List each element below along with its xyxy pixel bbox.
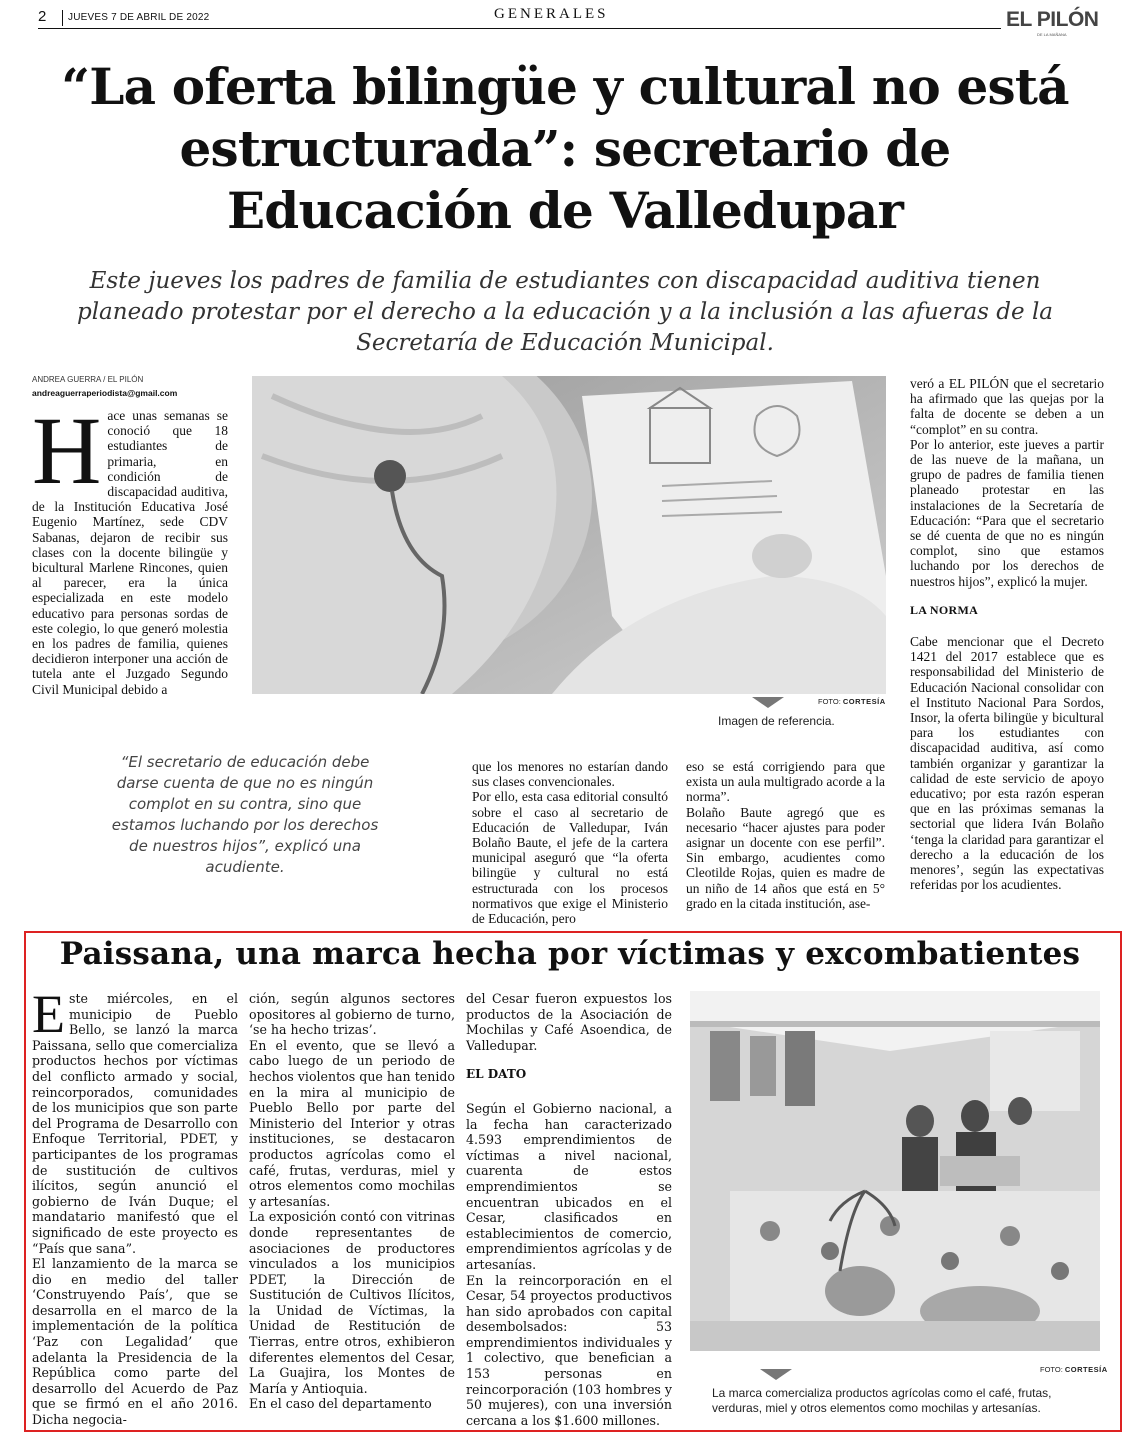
article2-col3-p1: del Cesar fueron expuestos los productos de la Asociación de Mochilas y Café Asoendica, de Valledupar. (466, 991, 672, 1053)
header-rule (38, 28, 1001, 29)
article1-mid2-text: eso se está corrigiendo para que exista un aula multigrado acorde a la norma”. Bolaño Baute agregó que es necesario “hacer ajustes para poder asignar un docente con ese perfil”. Sin embargo, acudientes como Cleotilde Rojas, quien es madre de un niño de 14 años que está en 5° grado en la citada institución, ase- (686, 759, 885, 911)
article1-mid1-text: que los menores no estarían dando sus clases convencionales. Por ello, esta casa editorial consultó sobre el caso al secretario de Educación de Valledupar, Iván Bolaño Baute, el jefe de la cartera municipal aseguró que “la oferta bilingüe y cultural no está estructurada con los procesos normativos que exige el Ministerio de Educación, pero (472, 759, 668, 927)
caption-pointer-icon (752, 697, 784, 708)
article2-col1-text: ste miércoles, en el municipio de Pueblo Bello, se lanzó la marca Paissana, sello que comercializa productos hechos por víctimas del conflicto armado y social, reincorporados, comunidades de los municipios que son parte del Programa de Desarrollo con Enfoque Territorial, PDET, y participantes de los programas de sustitución de cultivos ilícitos, según anunció el gobierno de Iván Duque; el mandatario manifestó que el significado de este proyecto es “País que sana”. (32, 991, 238, 1256)
article2-photo (690, 991, 1100, 1351)
article2-photo-credit (1040, 1365, 1108, 1374)
article1-subhead: Este jueves los padres de familia de estudiantes con discapacidad auditiva tienen planeado protestar por el derecho a la educación y a la inclusión a las afueras de la Secretaría de Educación Municipal. (76, 268, 1054, 356)
photo-credit-label: FOTO: (818, 697, 841, 706)
article2-col2-p4: En el caso del departamento (249, 1396, 432, 1412)
article1-photo-caption: Imagen de referencia. (718, 714, 835, 728)
article2-subtitle: EL DATO (466, 1067, 527, 1082)
article2-dropcap: E (32, 984, 65, 1044)
article1-col1-text: ace unas semanas se conoció que 18 estudiantes de primaria, en condición de discapacidad auditiva, de la Institución Educativa José Eugenio Martínez, sede CDV Sabanas, dejaron de recibir sus clases con la docente bilingüe y bicultural Marlene Rincones, quien al parecer, era la única especializada en este modelo educativo para personas sordas de este colegio, lo que generó molestia en los padres de familia, quienes decidieron interponer una acción de tutela ante el Juzgado Segundo Civil Municipal debido a (32, 408, 228, 697)
article1-right-p3: Cabe mencionar que el Decreto 1421 del 2017 establece que es responsabilidad del Ministerio de Educación Nacional consolidar con el Instituto Nacional Para Sordos, Insor, la oferta bilingüe y bicultural para los estudiantes con discapacidad auditiva, así como también organizar y garantizar la calidad de este servicio de apoyo educativo; por esta razón esperan que en las próximas semanas la sectorial que lidera Iván Bolaño ‘tenga la claridad para garantizar el derecho a la educación de los menores’, según las expectativas referidas por los acudientes. (910, 634, 1104, 893)
section-name: GENERALES (494, 6, 609, 22)
market-stand-photo (690, 991, 1100, 1351)
child-drawing-photo (252, 376, 886, 694)
article2-col3-p3: En la reincorporación en el Cesar, 54 proyectos productivos han sido aprobados con capital desembolsados: 53 emprendimientos individuales y 1 colectivo, que benefician a 153 personas en reincorporación (103 hombres y 50 mujeres), con una inversión cercana a los $1.600 millones. (466, 1272, 672, 1428)
newspaper-logo-tagline: DE LA MAÑANA (1037, 32, 1067, 37)
article1-column-mid2 (686, 759, 885, 911)
article1-pullquote: “El secretario de educación debe darse cuenta de que no es ningún complot en su contra, sino que estamos luchando por los derechos de nuestros hijos”, explicó una acudiente. (111, 753, 379, 876)
page-number: 2 (38, 8, 47, 25)
article1-headline: “La oferta bilingüe y cultural no está estructurada”: secretario de Educación de Valledupar (61, 57, 1069, 240)
article2-col2-p3: La exposición contó con vitrinas donde representantes de asociaciones de productores vinculados a los municipios PDET, la Dirección de Sustitución de Cultivos Ilícitos, la Unidad de Víctimas, la Unidad de Restitución de Tierras, entre otros, exhibieron diferentes elementos del Cesar, La Guajira, los Montes de María y Antioquia. (249, 1209, 455, 1396)
article2-col2-p2: En el evento, que se llevó a cabo luego de un periodo de hechos violentos que han tenido en la mira al municipio de Pueblo Bello por parte del Ministerio del Interior y otras instituciones, se destacaron productos agrícolas como el café, frutas, verduras, miel y otros elementos como mochilas y artesanías. (249, 1037, 455, 1209)
article2-column-3 (466, 991, 672, 1428)
caption-pointer-icon-2 (760, 1369, 792, 1380)
article1-dropcap: H (32, 397, 102, 504)
article1-column-1 (32, 397, 228, 697)
article2-col1-p2: El lanzamiento de la marca se dio en medio del taller ‘Construyendo País’, que se desarrolla en el marco de la implementación de la política ‘Paz con Legalidad’ que adelanta la Presidencia de la República como parte del desarrollo del Acuerdo de Paz que se firmó en el año 2016. Dicha negocia- (32, 1256, 238, 1428)
article2-col2-p1: ción, según algunos sectores opositores al gobierno de turno, ‘se ha hecho trizas’. (249, 991, 455, 1038)
article2-headline: Paissana, una marca hecha por víctimas y excombatientes (59, 936, 1081, 972)
photo-credit-name-2: CORTESÍA (1064, 1365, 1108, 1374)
issue-date: JUEVES 7 DE ABRIL DE 2022 (68, 12, 210, 23)
article1-right-p1: veró a EL PILÓN que el secretario ha afirmado que las quejas por la falta de docente se deben a un “complot” en su contra. (910, 376, 1104, 437)
article1-byline: ANDREA GUERRA / EL PILÓN (32, 375, 144, 384)
photo-credit-label-2: FOTO: (1040, 1365, 1063, 1374)
newspaper-logo: EL PILÓN (1006, 8, 1099, 31)
article2-column-2 (249, 991, 455, 1412)
header-divider (62, 10, 63, 26)
photo-credit-name: CORTESÍA (842, 697, 886, 706)
article2-photo-caption: La marca comercializa productos agrícolas como el café, frutas, verduras, miel y otros elementos como mochilas y artesanías. (712, 1386, 1052, 1415)
article1-right-p2: Por lo anterior, este jueves a partir de las nueve de la mañana, un grupo de padres de familia tienen planeado protestar en las instalaciones de la Secretaría de Educación: “Para que el secretario se dé cuenta de que no es ningún complot, sino que estamos luchando por los derechos de nuestros hijos”, explicó la mujer. (910, 436, 1104, 589)
article2-column-1 (32, 984, 238, 1428)
article1-photo (252, 376, 886, 694)
article1-column-mid1 (472, 759, 668, 926)
article1-email: andreaguerraperiodista@gmail.com (32, 388, 178, 398)
article1-column-right (910, 376, 1104, 893)
article1-subtitle: LA NORMA (910, 602, 979, 617)
article2-col3-p2: Según el Gobierno nacional, a la fecha han caracterizado 4.593 emprendimientos de víctimas a nivel nacional, cuarenta de estos emprendimientos se encuentran ubicados en el Cesar, clasificados en establecimientos de comercio, emprendimientos agrícolas y de artesanías. (466, 1100, 672, 1272)
article1-photo-credit (818, 697, 886, 706)
